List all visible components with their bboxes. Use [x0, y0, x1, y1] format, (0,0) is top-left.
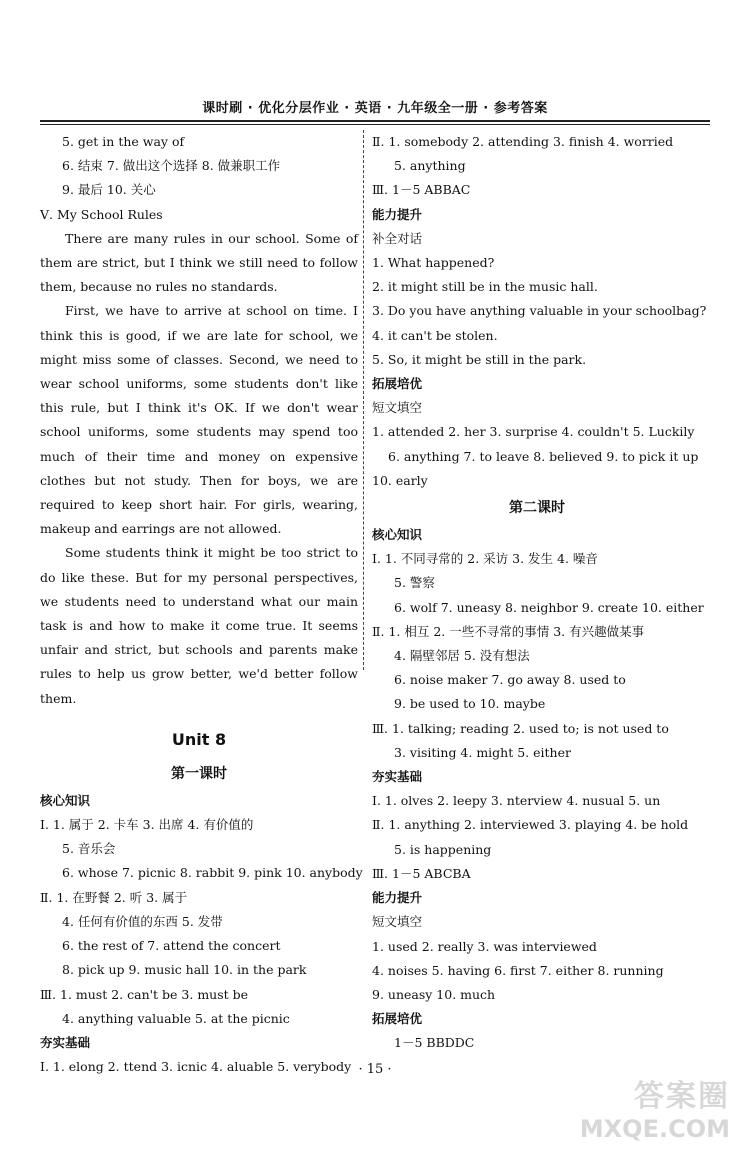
- answer-line: 5. 警察: [394, 575, 435, 591]
- left-answer-lines: [40, 789, 363, 1079]
- lesson-title: 第一课时: [171, 765, 227, 782]
- answer-line: Ⅲ. 1－5 ABCBA: [372, 865, 471, 881]
- answer-line: 短文填空: [372, 400, 423, 416]
- section-heading: 能力提升: [372, 206, 423, 222]
- answer-line: Ⅰ. 1. olves 2. leepy 3. nterview 4. nusual 5. un: [372, 793, 661, 809]
- answer-line: 8. pick up 9. music hall 10. in the park: [62, 962, 307, 978]
- answer-line: 9. be used to 10. maybe: [394, 696, 546, 712]
- left-column: [40, 130, 363, 1079]
- lesson2-title: 第二课时: [509, 500, 565, 517]
- right-answer-lines-b: [372, 523, 702, 1055]
- answer-line: Ⅲ. 1. must 2. can't be 3. must be: [40, 986, 249, 1002]
- answer-line: 1. attended 2. her 3. surprise 4. couldn't 5. Luckily: [372, 424, 695, 440]
- answer-line: Ⅱ. 1. 在野餐 2. 听 3. 属于: [40, 889, 188, 905]
- answer-line: 3. Do you have anything valuable in your schoolbag?: [372, 303, 707, 319]
- answer-line: 4. anything valuable 5. at the picnic: [62, 1010, 290, 1026]
- answer-line: 5. is happening: [394, 841, 492, 857]
- right-column: [372, 130, 707, 1056]
- page-number: · 15 ·: [358, 1062, 392, 1077]
- answer-line: 补全对话: [372, 230, 423, 246]
- answer-line: Ⅰ. 1. 属于 2. 卡车 3. 出席 4. 有价值的: [40, 817, 254, 833]
- answer-line: 9. uneasy 10. much: [372, 986, 496, 1002]
- column-divider: [363, 130, 364, 670]
- answer-line: Ⅴ. My School Rules: [40, 206, 163, 222]
- section-heading: 夯实基础: [372, 769, 423, 785]
- answer-line: Ⅲ. 1－5 ABBAC: [372, 182, 471, 198]
- section-heading: 能力提升: [372, 890, 423, 906]
- answer-line: 5. anything: [394, 158, 466, 174]
- essay-paragraph: There are many rules in our school. Some of them are strict, but I think we still need to follow them, because no rules no standards.: [40, 230, 358, 295]
- answer-line: 4. 任何有价值的东西 5. 发带: [62, 913, 223, 929]
- watermark-logo: 答案圈 MXQE.COM: [579, 1079, 730, 1143]
- answer-line: Ⅱ. 1. 相互 2. 一些不寻常的事情 3. 有兴趣做某事: [372, 623, 645, 639]
- section-heading: 核心知识: [40, 792, 91, 808]
- essay: [40, 227, 358, 711]
- answer-line: 4. it can't be stolen.: [372, 327, 498, 343]
- answer-line: 6. 结束 7. 做出这个选择 8. 做兼职工作: [62, 158, 281, 174]
- answer-line: 1－5 BBDDC: [394, 1035, 475, 1051]
- answer-line: 6. noise maker 7. go away 8. used to: [394, 672, 626, 688]
- answer-line: Ⅱ. 1. anything 2. interviewed 3. playing 4. be hold: [372, 817, 689, 833]
- header-rule-thin: [40, 124, 710, 125]
- answer-line: Ⅰ. 1. elong 2. ttend 3. icnic 4. aluable 5. verybody: [40, 1059, 352, 1075]
- section-heading: 拓展培优: [372, 1011, 423, 1027]
- answer-line: 10. early: [372, 472, 428, 488]
- unit-title: Unit 8: [171, 729, 227, 749]
- answer-line: 6. the rest of 7. attend the concert: [62, 938, 281, 954]
- header-rule: [40, 120, 710, 122]
- answer-line: 4. 隔壁邻居 5. 没有想法: [394, 648, 530, 664]
- answer-line: Ⅲ. 1. talking; reading 2. used to; is not used to: [372, 720, 669, 736]
- answer-line: 5. So, it might be still in the park.: [372, 351, 587, 367]
- answer-line: 4. noises 5. having 6. first 7. either 8. running: [372, 962, 664, 978]
- answer-line: Ⅰ. 1. 不同寻常的 2. 采访 3. 发生 4. 噪音: [372, 551, 598, 567]
- answer-line: 9. 最后 10. 关心: [62, 182, 156, 198]
- answer-line: 短文填空: [372, 914, 423, 930]
- section-heading: 夯实基础: [40, 1034, 91, 1050]
- page-header: 课时刷 · 优化分层作业 · 英语 · 九年级全一册 · 参考答案: [202, 101, 548, 116]
- right-answer-lines-a: [372, 130, 707, 493]
- answer-line: 3. visiting 4. might 5. either: [394, 744, 571, 760]
- answer-line: 1. What happened?: [372, 255, 495, 271]
- answer-line: Ⅱ. 1. somebody 2. attending 3. finish 4. worried: [372, 134, 674, 149]
- essay-paragraph: First, we have to arrive at school on time. I think this is good, if we are late for school, we might miss some of classes. Second, we need to wear school uniforms, some students don't like this rule, but I think it's OK. If we don't wear school uniforms, some students may spend too much of their time and money on expensive clothes but not study. Then for boys, we are required to keep short hair. For girls, wearing, makeup and earrings are not allowed.: [40, 303, 358, 537]
- answer-line: 6. whose 7. picnic 8. rabbit 9. pink 10. anybody: [62, 865, 363, 881]
- section-heading: 拓展培优: [372, 376, 423, 392]
- answer-line: 5. get in the way of: [62, 134, 185, 149]
- answer-line: 1. used 2. really 3. was interviewed: [372, 938, 597, 954]
- answer-line: 2. it might still be in the music hall.: [372, 279, 598, 295]
- section-heading: 核心知识: [372, 527, 423, 543]
- left-top-lines: [40, 130, 358, 227]
- answer-line: 6. anything 7. to leave 8. believed 9. to pick it up: [388, 448, 699, 464]
- answer-line: 6. wolf 7. uneasy 8. neighbor 9. create 10. either: [394, 599, 704, 615]
- answer-line: 5. 音乐会: [62, 841, 116, 857]
- essay-paragraph: Some students think it might be too strict to do like these. But for my personal perspectives, we students need to understand what our main task is and how to make it come true. It seems unfair and strict, but schools and parents make rules to help us grow better, we'd better follow them.: [40, 545, 358, 706]
